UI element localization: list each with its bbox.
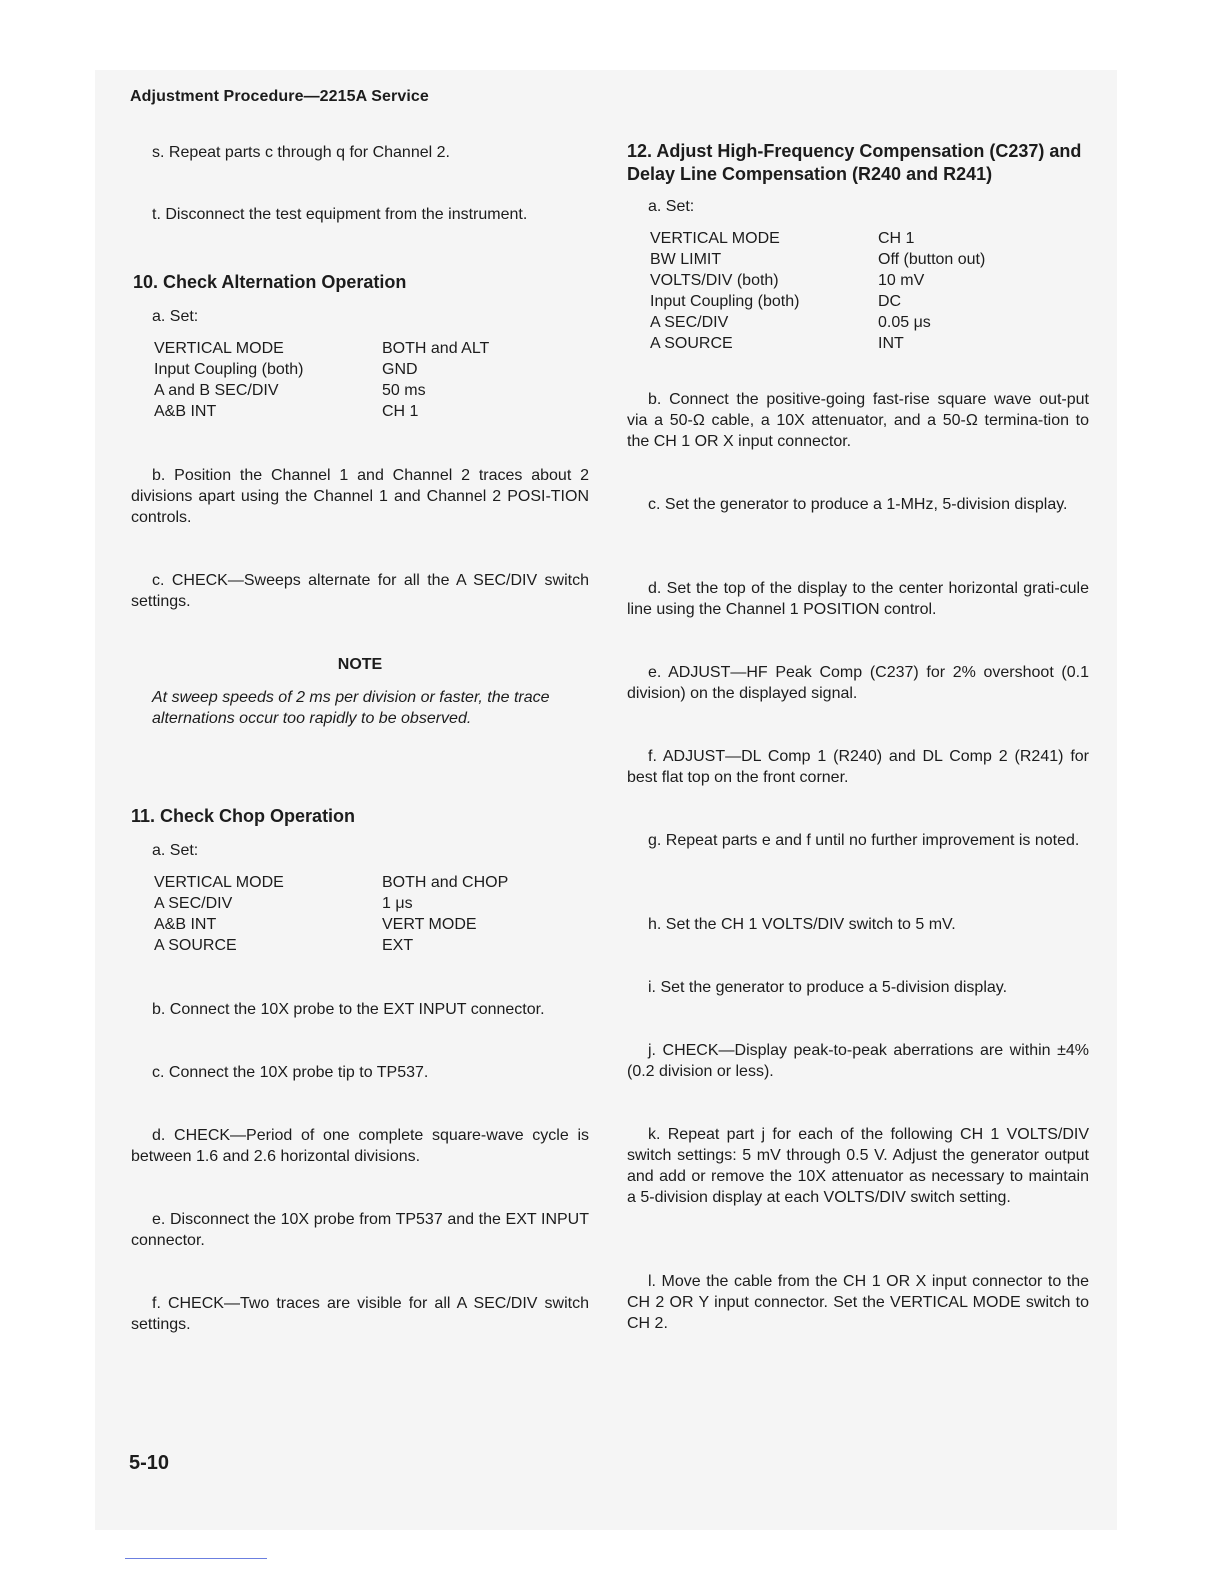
setting-value: 50 ms: [382, 382, 426, 399]
sec12-step-a: a. Set:: [648, 198, 695, 215]
setting-value: INT: [878, 335, 904, 352]
setting-value: CH 1: [382, 403, 419, 420]
setting-value: 10 mV: [878, 272, 925, 289]
sec11-step-b: b. Connect the 10X probe to the EXT INPUT connector.: [152, 1001, 545, 1018]
sec12-step-l: l. Move the cable from the CH 1 OR X input connector to the CH 2 OR Y input connector. Set the VERTICAL MODE switch to CH 2.: [627, 1273, 1089, 1332]
setting-value: EXT: [382, 937, 414, 954]
sec11-settings-table: [154, 872, 589, 956]
sec10-settings-table: [154, 338, 589, 422]
setting-key: VOLTS/DIV (both): [650, 272, 779, 289]
sec12-step-e: e. ADJUST—HF Peak Comp (C237) for 2% overshoot (0.1 division) on the displayed signal.: [627, 664, 1089, 702]
sec12-step-g: g. Repeat parts e and f until no further improvement is noted.: [648, 832, 1080, 849]
running-head: Adjustment Procedure—2215A Service: [130, 88, 429, 105]
sec12-step-k: k. Repeat part j for each of the following CH 1 VOLTS/DIV switch settings: 5 mV through 0.5 V. Adjust the generator output and add or remove the 10X attenuator as necessary to maintain a 5-division display at each VOLTS/DIV switch setting.: [627, 1126, 1089, 1206]
setting-value: BOTH and ALT: [382, 340, 490, 357]
setting-value: VERT MODE: [382, 916, 477, 933]
setting-value: BOTH and CHOP: [382, 874, 509, 891]
setting-key: A and B SEC/DIV: [154, 382, 279, 399]
setting-key: BW LIMIT: [650, 251, 722, 268]
setting-value: 1 μs: [382, 895, 413, 912]
sec12-settings-table: [650, 228, 1090, 354]
sec11-step-a: a. Set:: [152, 842, 199, 859]
footer-rule: [125, 1558, 267, 1559]
setting-key: A SOURCE: [154, 937, 237, 954]
page-number: 5-10: [129, 1452, 170, 1474]
setting-key: A SEC/DIV: [154, 895, 233, 912]
sec12-step-j: j. CHECK—Display peak-to-peak aberrations are within ±4% (0.2 division or less).: [627, 1042, 1089, 1080]
setting-value: DC: [878, 293, 902, 310]
note-heading: NOTE: [337, 656, 383, 673]
note-body: At sweep speeds of 2 ms per division or faster, the trace alternations occur too rapidly to be observed.: [152, 689, 550, 727]
setting-key: A&B INT: [154, 403, 217, 420]
section-11-heading: 11. Check Chop Operation: [131, 806, 356, 826]
sec12-step-i: i. Set the generator to produce a 5-division display.: [648, 979, 1008, 996]
setting-key: A SOURCE: [650, 335, 733, 352]
sec12-step-b: b. Connect the positive-going fast-rise square wave out-put via a 50-Ω cable, a 10X attenuator, and a 50-Ω termina-tion to the CH 1 OR X input connector.: [627, 391, 1089, 450]
setting-key: Input Coupling (both): [650, 293, 800, 310]
sec11-step-e: e. Disconnect the 10X probe from TP537 and the EXT INPUT connector.: [131, 1211, 589, 1249]
setting-value: Off (button out): [878, 251, 986, 268]
step-s: s. Repeat parts c through q for Channel 2.: [152, 144, 450, 161]
setting-value: 0.05 μs: [878, 314, 931, 331]
setting-value: GND: [382, 361, 418, 378]
setting-key: A SEC/DIV: [650, 314, 729, 331]
sec10-step-a: a. Set:: [152, 308, 199, 325]
sec12-step-c: c. Set the generator to produce a 1-MHz, 5-division display.: [648, 496, 1068, 513]
section-12-heading: 12. Adjust High-Frequency Compensation (C237) and Delay Line Compensation (R240 and R241): [627, 141, 1082, 184]
setting-key: VERTICAL MODE: [154, 340, 284, 357]
sec11-step-c: c. Connect the 10X probe tip to TP537.: [152, 1064, 429, 1081]
step-t: t. Disconnect the test equipment from the instrument.: [152, 206, 528, 223]
sec10-step-b: b. Position the Channel 1 and Channel 2 traces about 2 divisions apart using the Channel 1 and Channel 2 POSI-TION controls.: [131, 467, 589, 526]
setting-key: VERTICAL MODE: [650, 230, 780, 247]
setting-key: A&B INT: [154, 916, 217, 933]
setting-key: Input Coupling (both): [154, 361, 304, 378]
sec10-step-c: c. CHECK—Sweeps alternate for all the A SEC/DIV switch settings.: [131, 572, 589, 610]
sec12-step-f: f. ADJUST—DL Comp 1 (R240) and DL Comp 2 (R241) for best flat top on the front corner.: [627, 748, 1089, 786]
sec12-step-h: h. Set the CH 1 VOLTS/DIV switch to 5 mV.: [648, 916, 956, 933]
section-10-heading: 10. Check Alternation Operation: [133, 272, 407, 292]
setting-key: VERTICAL MODE: [154, 874, 284, 891]
setting-value: CH 1: [878, 230, 915, 247]
sec11-step-f: f. CHECK—Two traces are visible for all A SEC/DIV switch settings.: [131, 1295, 589, 1333]
sec12-step-d: d. Set the top of the display to the center horizontal grati-cule line using the Channel 1 POSITION control.: [627, 580, 1089, 618]
sec11-step-d: d. CHECK—Period of one complete square-wave cycle is between 1.6 and 2.6 horizontal divisions.: [131, 1127, 589, 1165]
